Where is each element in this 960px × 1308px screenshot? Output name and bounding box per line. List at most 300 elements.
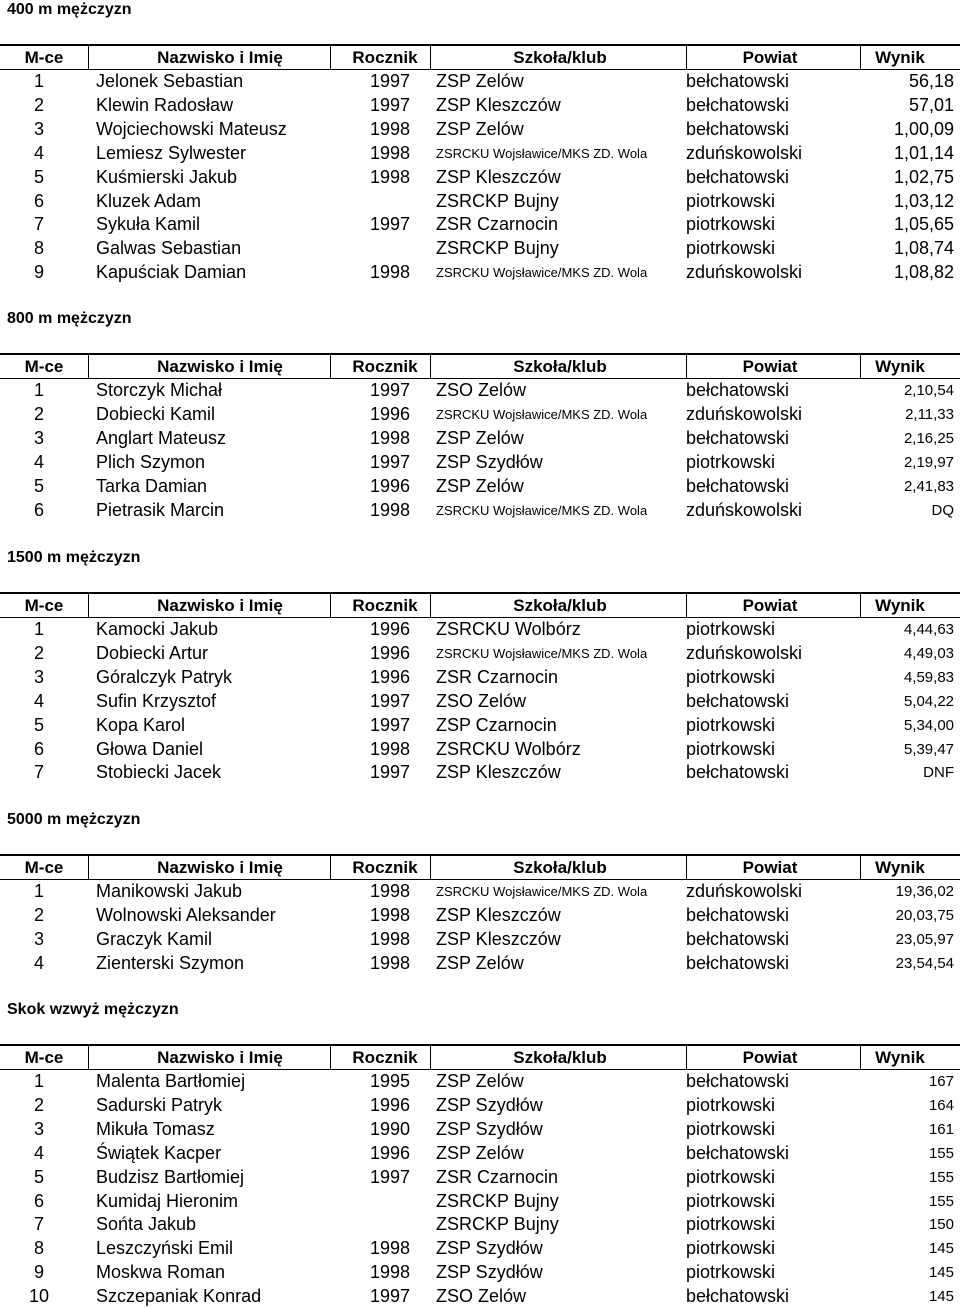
- name-cell: Sufin Krzysztof: [96, 690, 217, 711]
- result-cell: 145: [928, 1240, 954, 1258]
- name-cell: Leszczyński Emil: [96, 1238, 234, 1259]
- header-result: Wynik: [875, 356, 925, 376]
- place-cell: 7: [33, 1214, 44, 1235]
- county-cell: zduńskowolski: [686, 881, 803, 902]
- table-row: [0, 1118, 960, 1142]
- place-cell: 1: [33, 71, 44, 92]
- county-cell: piotrkowski: [686, 1190, 776, 1211]
- table-row: [0, 474, 960, 498]
- club-cell: ZSP Szydłów: [436, 451, 543, 472]
- county-cell: piotrkowski: [686, 619, 776, 640]
- result-cell: 145: [928, 1288, 954, 1306]
- club-cell: ZSO Zelów: [436, 690, 527, 711]
- result-cell: 1,08,82: [893, 262, 954, 283]
- table-row: [0, 690, 960, 714]
- place-cell: 5: [33, 714, 44, 735]
- name-cell: Sońta Jakub: [96, 1214, 197, 1235]
- table-row: [0, 237, 960, 261]
- year-cell: [330, 1213, 410, 1237]
- name-cell: Dobiecki Artur: [96, 643, 209, 664]
- column-divider: [686, 1046, 687, 1069]
- table-row: [0, 70, 960, 94]
- name-cell: Anglart Mateusz: [96, 428, 227, 449]
- name-cell: Szczepaniak Konrad: [96, 1286, 262, 1307]
- header-year: Rocznik: [352, 1047, 418, 1067]
- club-cell: ZSP Szydłów: [436, 1095, 543, 1116]
- county-cell: piotrkowski: [686, 214, 776, 235]
- place-cell: 5: [33, 475, 44, 496]
- table-row: [0, 1070, 960, 1094]
- place-cell: 3: [33, 119, 44, 140]
- place-cell: 10: [28, 1286, 50, 1307]
- table-row: [0, 403, 960, 427]
- name-cell: Góralczyk Patryk: [96, 667, 233, 688]
- year-cell: 1998: [369, 499, 410, 520]
- year-cell: 1998: [369, 262, 410, 283]
- place-cell: 7: [33, 762, 44, 783]
- result-cell: 19,36,02: [895, 883, 954, 901]
- place-cell: 3: [33, 667, 44, 688]
- county-cell: bełchatowski: [686, 1286, 790, 1307]
- place-cell: 5: [33, 166, 44, 187]
- header-county: Powiat: [742, 1047, 798, 1067]
- table-header: [0, 1044, 960, 1070]
- county-cell: piotrkowski: [686, 667, 776, 688]
- place-cell: 4: [33, 451, 44, 472]
- place-cell: 6: [33, 190, 44, 211]
- year-cell: 1996: [369, 1095, 410, 1116]
- year-cell: 1998: [369, 428, 410, 449]
- column-divider: [88, 355, 89, 378]
- header-club: Szkoła/klub: [513, 47, 607, 67]
- column-divider: [430, 1046, 431, 1069]
- header-result: Wynik: [875, 47, 925, 67]
- result-cell: 1,08,74: [893, 238, 954, 259]
- name-cell: Graczyk Kamil: [96, 929, 213, 950]
- column-divider: [330, 594, 331, 617]
- header-result: Wynik: [875, 857, 925, 877]
- table-row: [0, 1285, 960, 1308]
- table-row: [0, 1142, 960, 1166]
- club-cell: ZSRCKU Wojsławice/MKS ZD. Wola: [436, 502, 648, 518]
- place-cell: 1: [33, 619, 44, 640]
- place-cell: 8: [33, 1238, 44, 1259]
- result-cell: 2,16,25: [903, 430, 954, 448]
- result-cell: 2,10,54: [903, 382, 954, 400]
- column-divider: [860, 355, 861, 378]
- header-name: Nazwisko i Imię: [157, 356, 283, 376]
- result-cell: 155: [928, 1144, 954, 1162]
- table-row: [0, 761, 960, 785]
- results-table: [0, 854, 960, 975]
- table-row: [0, 1165, 960, 1189]
- place-cell: 1: [33, 380, 44, 401]
- club-cell: ZSP Kleszczów: [436, 166, 561, 187]
- year-cell: 1998: [369, 952, 410, 973]
- result-cell: 1,03,12: [893, 190, 954, 211]
- result-cell: 155: [928, 1192, 954, 1210]
- place-cell: 1: [33, 1071, 44, 1092]
- table-row: [0, 1213, 960, 1237]
- name-cell: Malenta Bartłomiej: [96, 1071, 246, 1092]
- column-divider: [330, 355, 331, 378]
- name-cell: Kamocki Jakub: [96, 619, 219, 640]
- name-cell: Budzisz Bartłomiej: [96, 1166, 245, 1187]
- column-divider: [860, 594, 861, 617]
- place-cell: 3: [33, 1119, 44, 1140]
- name-cell: Jelonek Sebastian: [96, 71, 244, 92]
- club-cell: ZSP Kleszczów: [436, 929, 561, 950]
- table-row: [0, 189, 960, 213]
- county-cell: bełchatowski: [686, 1071, 790, 1092]
- county-cell: bełchatowski: [686, 929, 790, 950]
- place-cell: 4: [33, 690, 44, 711]
- county-cell: piotrkowski: [686, 1262, 776, 1283]
- section-title: 400 m mężczyzn: [7, 1, 132, 18]
- county-cell: piotrkowski: [686, 451, 776, 472]
- club-cell: ZSP Szydłów: [436, 1119, 543, 1140]
- section-title: 800 m mężczyzn: [7, 310, 132, 327]
- year-cell: 1997: [369, 714, 410, 735]
- place-cell: 2: [33, 404, 44, 425]
- club-cell: ZSRCKU Wojsławice/MKS ZD. Wola: [436, 646, 648, 662]
- club-cell: ZSR Czarnocin: [436, 1166, 559, 1187]
- name-cell: Galwas Sebastian: [96, 238, 242, 259]
- name-cell: Kopa Karol: [96, 714, 186, 735]
- table-row: [0, 1189, 960, 1213]
- header-name: Nazwisko i Imię: [157, 47, 283, 67]
- name-cell: Sykuła Kamil: [96, 214, 201, 235]
- table-header: [0, 592, 960, 618]
- result-cell: 2,19,97: [903, 453, 954, 471]
- club-cell: ZSP Zelów: [436, 119, 524, 140]
- name-cell: Pietrasik Marcin: [96, 499, 225, 520]
- header-year: Rocznik: [352, 47, 418, 67]
- table-row: [0, 1261, 960, 1285]
- club-cell: ZSP Zelów: [436, 428, 524, 449]
- club-cell: ZSRCKP Bujny: [436, 190, 559, 211]
- place-cell: 2: [33, 905, 44, 926]
- place-cell: 2: [33, 1095, 44, 1116]
- result-cell: 23,05,97: [895, 931, 954, 949]
- header-name: Nazwisko i Imię: [157, 1047, 283, 1067]
- county-cell: bełchatowski: [686, 166, 790, 187]
- year-cell: 1996: [369, 1142, 410, 1163]
- table-row: [0, 379, 960, 403]
- club-cell: ZSP Szydłów: [436, 1238, 543, 1259]
- table-row: [0, 261, 960, 285]
- table-row: [0, 952, 960, 976]
- club-cell: ZSO Zelów: [436, 1286, 527, 1307]
- header-county: Powiat: [742, 595, 798, 615]
- result-cell: 161: [928, 1121, 954, 1139]
- club-cell: ZSRCKU Wojsławice/MKS ZD. Wola: [436, 407, 648, 423]
- table-row: [0, 904, 960, 928]
- year-cell: 1996: [369, 404, 410, 425]
- table-row: [0, 498, 960, 522]
- place-cell: 3: [33, 929, 44, 950]
- header-county: Powiat: [742, 356, 798, 376]
- result-cell: 150: [928, 1216, 954, 1234]
- column-divider: [686, 856, 687, 879]
- table-header: [0, 854, 960, 880]
- header-club: Szkoła/klub: [513, 857, 607, 877]
- table-header: [0, 44, 960, 70]
- column-divider: [686, 594, 687, 617]
- table-row: [0, 142, 960, 166]
- year-cell: 1998: [369, 1238, 410, 1259]
- column-divider: [330, 1046, 331, 1069]
- county-cell: bełchatowski: [686, 71, 790, 92]
- result-cell: 1,02,75: [893, 166, 954, 187]
- header-place: M-ce: [24, 595, 64, 615]
- county-cell: piotrkowski: [686, 1238, 776, 1259]
- result-cell: 57,01: [908, 95, 954, 116]
- year-cell: [330, 189, 410, 213]
- header-county: Powiat: [742, 47, 798, 67]
- club-cell: ZSRCKU Wojsławice/MKS ZD. Wola: [436, 265, 648, 281]
- year-cell: 1998: [369, 881, 410, 902]
- club-cell: ZSP Zelów: [436, 1142, 524, 1163]
- club-cell: ZSRCKU Wojsławice/MKS ZD. Wola: [436, 884, 648, 900]
- table-row: [0, 1094, 960, 1118]
- header-result: Wynik: [875, 1047, 925, 1067]
- year-cell: 1997: [369, 380, 410, 401]
- name-cell: Lemiesz Sylwester: [96, 142, 247, 163]
- place-cell: 9: [33, 262, 44, 283]
- place-cell: 1: [33, 881, 44, 902]
- result-cell: DNF: [923, 764, 954, 782]
- table-row: [0, 213, 960, 237]
- column-divider: [860, 46, 861, 69]
- county-cell: piotrkowski: [686, 714, 776, 735]
- name-cell: Sadurski Patryk: [96, 1095, 223, 1116]
- header-place: M-ce: [24, 857, 64, 877]
- place-cell: 7: [33, 214, 44, 235]
- place-cell: 6: [33, 738, 44, 759]
- year-cell: 1997: [369, 1286, 410, 1307]
- table-row: [0, 737, 960, 761]
- club-cell: ZSR Czarnocin: [436, 214, 559, 235]
- year-cell: 1996: [369, 475, 410, 496]
- result-cell: 164: [928, 1097, 954, 1115]
- place-cell: 6: [33, 1190, 44, 1211]
- result-cell: 56,18: [908, 71, 954, 92]
- name-cell: Tarka Damian: [96, 475, 208, 496]
- result-cell: 5,04,22: [903, 692, 954, 710]
- header-county: Powiat: [742, 857, 798, 877]
- result-cell: 4,59,83: [903, 669, 954, 687]
- club-cell: ZSRCKU Wojsławice/MKS ZD. Wola: [436, 145, 648, 161]
- name-cell: Świątek Kacper: [96, 1142, 222, 1163]
- year-cell: 1998: [369, 905, 410, 926]
- column-divider: [430, 355, 431, 378]
- year-cell: 1998: [369, 738, 410, 759]
- club-cell: ZSP Szydłów: [436, 1262, 543, 1283]
- name-cell: Zienterski Szymon: [96, 952, 245, 973]
- county-cell: piotrkowski: [686, 1214, 776, 1235]
- column-divider: [860, 856, 861, 879]
- county-cell: zduńskowolski: [686, 262, 803, 283]
- year-cell: 1998: [369, 929, 410, 950]
- name-cell: Wojciechowski Mateusz: [96, 119, 287, 140]
- results-table: [0, 353, 960, 522]
- header-name: Nazwisko i Imię: [157, 857, 283, 877]
- result-cell: 23,54,54: [895, 954, 954, 972]
- name-cell: Głowa Daniel: [96, 738, 204, 759]
- place-cell: 3: [33, 428, 44, 449]
- name-cell: Plich Szymon: [96, 451, 206, 472]
- name-cell: Stobiecki Jacek: [96, 762, 222, 783]
- name-cell: Manikowski Jakub: [96, 881, 243, 902]
- county-cell: piotrkowski: [686, 738, 776, 759]
- column-divider: [88, 856, 89, 879]
- name-cell: Moskwa Roman: [96, 1262, 226, 1283]
- club-cell: ZSP Zelów: [436, 71, 524, 92]
- header-year: Rocznik: [352, 356, 418, 376]
- name-cell: Storczyk Michał: [96, 380, 223, 401]
- county-cell: bełchatowski: [686, 1142, 790, 1163]
- county-cell: zduńskowolski: [686, 404, 803, 425]
- name-cell: Mikuła Tomasz: [96, 1119, 215, 1140]
- club-cell: ZSP Kleszczów: [436, 905, 561, 926]
- column-divider: [330, 46, 331, 69]
- section-title: 1500 m mężczyzn: [7, 549, 141, 566]
- result-cell: 2,41,83: [903, 477, 954, 495]
- result-cell: 1,05,65: [893, 214, 954, 235]
- year-cell: 1995: [369, 1071, 410, 1092]
- name-cell: Kuśmierski Jakub: [96, 166, 238, 187]
- year-cell: 1997: [369, 762, 410, 783]
- header-club: Szkoła/klub: [513, 1047, 607, 1067]
- place-cell: 2: [33, 643, 44, 664]
- year-cell: [330, 237, 410, 261]
- column-divider: [686, 355, 687, 378]
- year-cell: 1997: [369, 95, 410, 116]
- county-cell: bełchatowski: [686, 905, 790, 926]
- year-cell: 1996: [369, 619, 410, 640]
- column-divider: [88, 1046, 89, 1069]
- place-cell: 4: [33, 1142, 44, 1163]
- year-cell: 1990: [369, 1119, 410, 1140]
- result-cell: 4,44,63: [903, 621, 954, 639]
- table-row: [0, 451, 960, 475]
- club-cell: ZSO Zelów: [436, 380, 527, 401]
- year-cell: 1997: [369, 451, 410, 472]
- table-row: [0, 1237, 960, 1261]
- place-cell: 9: [33, 1262, 44, 1283]
- table-header: [0, 353, 960, 379]
- county-cell: zduńskowolski: [686, 643, 803, 664]
- county-cell: zduńskowolski: [686, 499, 803, 520]
- results-table: [0, 592, 960, 785]
- county-cell: bełchatowski: [686, 690, 790, 711]
- name-cell: Kluzek Adam: [96, 190, 202, 211]
- table-row: [0, 666, 960, 690]
- year-cell: 1996: [369, 643, 410, 664]
- county-cell: zduńskowolski: [686, 142, 803, 163]
- place-cell: 4: [33, 142, 44, 163]
- county-cell: piotrkowski: [686, 1166, 776, 1187]
- result-cell: 2,11,33: [905, 406, 954, 424]
- header-place: M-ce: [24, 356, 64, 376]
- table-row: [0, 118, 960, 142]
- year-cell: 1997: [369, 71, 410, 92]
- county-cell: bełchatowski: [686, 475, 790, 496]
- county-cell: bełchatowski: [686, 95, 790, 116]
- table-row: [0, 94, 960, 118]
- header-year: Rocznik: [352, 595, 418, 615]
- results-table: [0, 44, 960, 285]
- county-cell: bełchatowski: [686, 762, 790, 783]
- result-cell: 167: [928, 1073, 954, 1091]
- county-cell: bełchatowski: [686, 952, 790, 973]
- year-cell: 1998: [369, 1262, 410, 1283]
- header-year: Rocznik: [352, 857, 418, 877]
- name-cell: Wolnowski Aleksander: [96, 905, 276, 926]
- column-divider: [430, 46, 431, 69]
- results-table: [0, 1044, 960, 1308]
- club-cell: ZSRCKP Bujny: [436, 1190, 559, 1211]
- header-place: M-ce: [24, 47, 64, 67]
- year-cell: 1998: [369, 142, 410, 163]
- year-cell: 1998: [369, 119, 410, 140]
- table-row: [0, 642, 960, 666]
- name-cell: Kapuściak Damian: [96, 262, 247, 283]
- county-cell: bełchatowski: [686, 380, 790, 401]
- year-cell: 1998: [369, 166, 410, 187]
- name-cell: Klewin Radosław: [96, 95, 234, 116]
- place-cell: 5: [33, 1166, 44, 1187]
- table-row: [0, 427, 960, 451]
- club-cell: ZSRCKU Wolbórz: [436, 619, 581, 640]
- header-place: M-ce: [24, 1047, 64, 1067]
- section-title: 5000 m mężczyzn: [7, 811, 141, 828]
- column-divider: [860, 1046, 861, 1069]
- place-cell: 6: [33, 499, 44, 520]
- club-cell: ZSP Zelów: [436, 952, 524, 973]
- club-cell: ZSP Zelów: [436, 1071, 524, 1092]
- county-cell: bełchatowski: [686, 119, 790, 140]
- club-cell: ZSRCKP Bujny: [436, 238, 559, 259]
- result-cell: DQ: [931, 501, 954, 519]
- club-cell: ZSP Kleszczów: [436, 762, 561, 783]
- result-cell: 4,49,03: [903, 645, 954, 663]
- result-cell: 155: [928, 1168, 954, 1186]
- table-row: [0, 713, 960, 737]
- club-cell: ZSRCKU Wolbórz: [436, 738, 581, 759]
- county-cell: bełchatowski: [686, 428, 790, 449]
- year-cell: 1997: [369, 1166, 410, 1187]
- year-cell: 1997: [369, 690, 410, 711]
- club-cell: ZSP Czarnocin: [436, 714, 557, 735]
- column-divider: [430, 856, 431, 879]
- table-row: [0, 880, 960, 904]
- name-cell: Kumidaj Hieronim: [96, 1190, 239, 1211]
- year-cell: 1996: [369, 667, 410, 688]
- table-row: [0, 618, 960, 642]
- place-cell: 2: [33, 95, 44, 116]
- name-cell: Dobiecki Kamil: [96, 404, 216, 425]
- place-cell: 8: [33, 238, 44, 259]
- club-cell: ZSP Zelów: [436, 475, 524, 496]
- column-divider: [330, 856, 331, 879]
- club-cell: ZSP Kleszczów: [436, 95, 561, 116]
- year-cell: [330, 1189, 410, 1213]
- result-cell: 1,01,14: [893, 142, 954, 163]
- result-cell: 1,00,09: [893, 119, 954, 140]
- header-club: Szkoła/klub: [513, 356, 607, 376]
